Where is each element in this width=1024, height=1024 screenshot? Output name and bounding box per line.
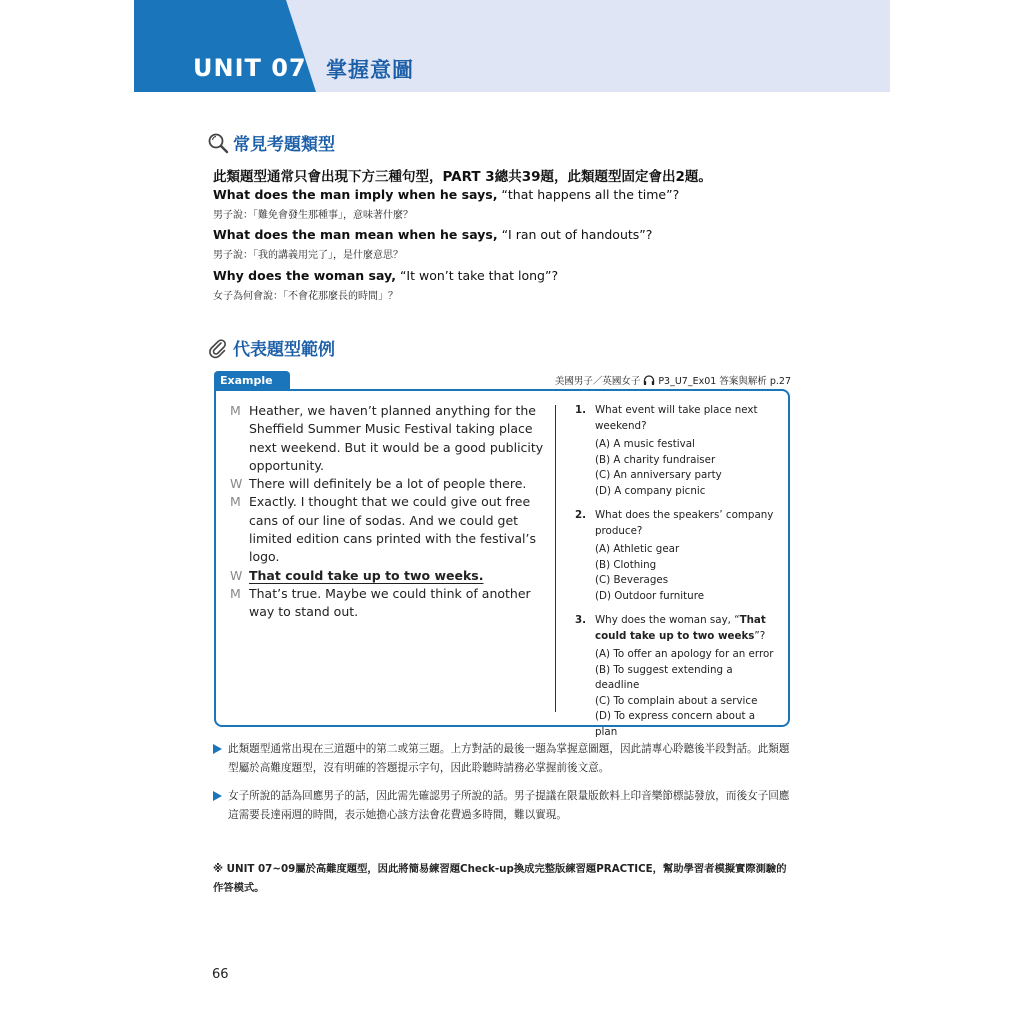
- answer-option: (A) To offer an apology for an error: [595, 648, 774, 660]
- example-meta: 美國男子／英國女子 P3_U7_Ex01 答案與解析 p.27: [554, 376, 791, 387]
- example-tab: Example 01: [214, 371, 290, 390]
- answer-option: (D) To express concern about a plan: [595, 710, 756, 738]
- question-item: 1. What event will take place next weekend? (A) A music festival (B) A charity fundraiser (C) An anniversary party (D) A company picnic: [575, 403, 775, 499]
- answer-option: (A) A music festival: [595, 438, 695, 450]
- speaker-label: M: [230, 585, 241, 601]
- speaker-label: W: [230, 476, 243, 492]
- question-type-zh: 女子為何會說：「不會花那麼長的時間」？: [213, 291, 398, 302]
- page-number: 66: [212, 967, 229, 982]
- dialogue-line: M Heather, we haven’t planned anything for the Sheffield Summer Music Festival taking place next weekend. But it would be a good publicity opportunity.: [230, 402, 545, 475]
- dialogue-line-highlighted: W That could take up to two weeks.: [230, 567, 545, 585]
- unit-label: UNIT 07: [193, 54, 307, 82]
- dialogue-line: M Exactly. I thought that we could give out free cans of our line of sodas. And we could get limited edition cans printed with the festival’s logo.: [230, 493, 545, 566]
- magnifier-icon: [207, 132, 229, 154]
- dialogue-line: M That’s true. Maybe we could think of another way to stand out.: [230, 585, 545, 622]
- explanation-note: 此類題型通常出現在三道題中的第二或第三題。上方對話的最後一題為掌握意圖題，因此請專心聆聽後半段對話。此類題型屬於高難度題型，沒有明確的答題提示字句，因此聆聽時請務必掌握前後文意。: [213, 740, 793, 778]
- question-type-en: Why does the woman say, “It won’t take that long”?: [213, 268, 559, 283]
- question-item: 2. What does the speakers’ company produce? (A) Athletic gear (B) Clothing (C) Beverages (D) Outdoor furniture: [575, 508, 775, 604]
- bullet-triangle-icon: [213, 744, 222, 754]
- answer-option: (B) To suggest extending a deadline: [595, 663, 733, 691]
- section-heading-example: [207, 335, 335, 360]
- dialogue: [230, 402, 545, 622]
- section-title: 代表題型範例: [233, 340, 335, 360]
- speaker-label: M: [230, 494, 241, 510]
- section-intro: 此類題型通常只會出現下方三種句型，PART 3總共39題，此類題型固定會出2題。: [213, 169, 712, 185]
- question-type-zh: 男子說：「我的講義用完了」，是什麼意思？: [213, 250, 403, 261]
- question-type-en: What does the man imply when he says, “that happens all the time”?: [213, 187, 680, 202]
- answer-option: (B) Clothing: [595, 558, 657, 571]
- headphones-icon: [643, 374, 655, 386]
- section-heading-common-types: [207, 130, 335, 155]
- answer-option: (C) To complain about a service: [595, 694, 758, 707]
- answer-option: (D) Outdoor furniture: [595, 589, 705, 602]
- column-divider: [555, 405, 556, 712]
- question-type-zh: 男子說：「難免會發生那種事」，意味著什麼？: [213, 210, 413, 221]
- explanation-note: 女子所說的話為回應男子的話，因此需先確認男子所說的話。男子提議在限量版飲料上印音樂節標誌發放，而後女子回應這需要長達兩週的時間，表示她擔心該方法會花費過多時間，難以實現。: [213, 787, 793, 825]
- bullet-triangle-icon: [213, 791, 222, 801]
- answer-option: (C) An anniversary party: [595, 469, 722, 481]
- footnote: ※ UNIT 07~09屬於高難度題型，因此將簡易練習題Check-up換成完整版練習題PRACTICE，幫助學習者模擬實際測驗的作答模式。: [213, 863, 787, 894]
- section-title: 常見考題類型: [233, 135, 335, 155]
- question-type-en: What does the man mean when he says, “I ran out of handouts”?: [213, 227, 653, 242]
- paperclip-icon: [207, 337, 229, 359]
- answer-option: (D) A company picnic: [595, 484, 706, 497]
- speaker-label: W: [230, 567, 243, 583]
- answer-option: (B) A charity fundraiser: [595, 453, 716, 466]
- unit-title: 掌握意圖: [326, 58, 414, 82]
- answer-option: (C) Beverages: [595, 574, 669, 586]
- speaker-label: M: [230, 403, 241, 418]
- question-item: 3. Why does the woman say, “That could take up to two weeks”? (A) To offer an apology for an error (B) To suggest extending a deadline (C) To complain about a service (D) To express concern about a plan: [575, 613, 775, 740]
- question-list: [575, 403, 775, 749]
- answer-option: (A) Athletic gear: [595, 543, 680, 555]
- dialogue-line: W There will definitely be a lot of people there.: [230, 475, 545, 493]
